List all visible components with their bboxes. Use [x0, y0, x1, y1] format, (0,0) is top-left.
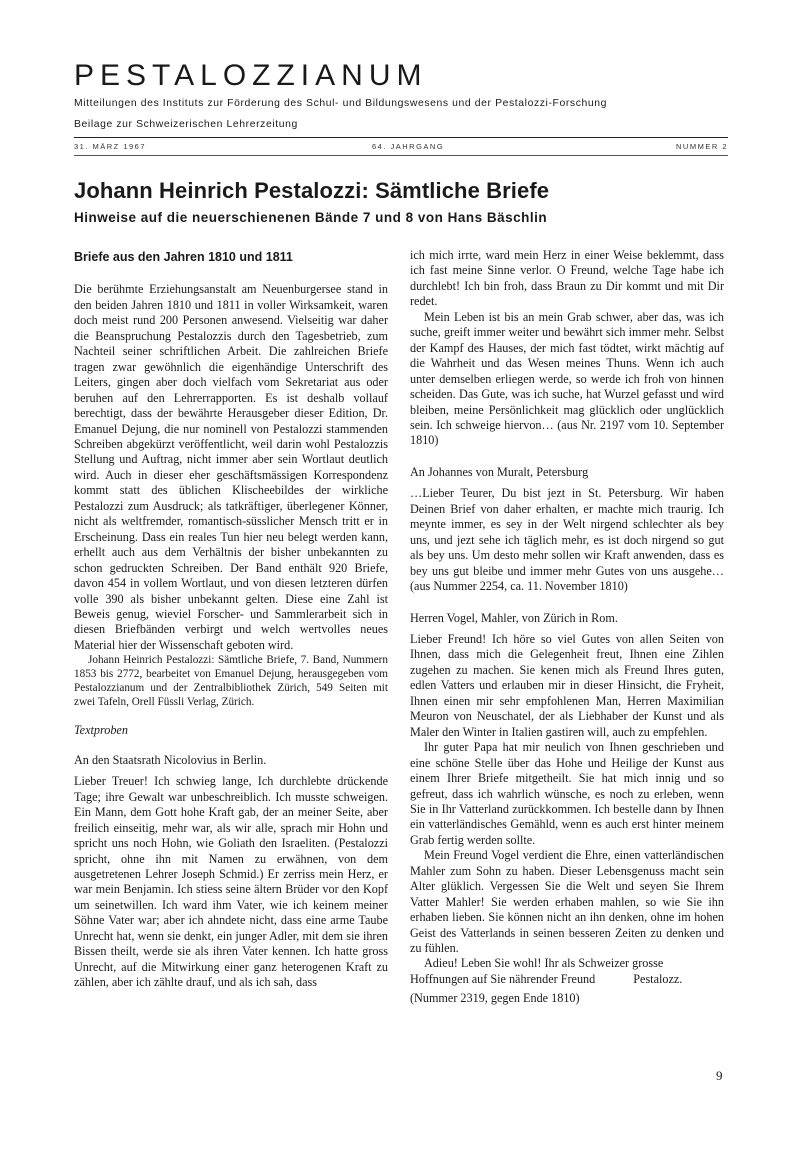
letter3-text: Lieber Freund! Ich höre so viel Gutes von allen Seiten von Ihnen, dass mich die Gelegenheit freut, Ihnen eine Zihlen zugehen zu machen. Sie kenen mich als Freund Ihres guten, edlen Vatters und erlauben mir in dieser Hinsicht, die Fryheit, Ihnen einen mir sehr empfohlenen Man, Herren Maximilian Meuron von Neuschatel, der als Liebhaber der Kunst und als Maler den Winter in Italien gastiren will, auch zu empfehlen. [410, 631, 724, 739]
section-heading: Briefe aus den Jahren 1810 und 1811 [74, 250, 293, 264]
letter3-paragraph-3: Mein Freund Vogel verdient die Ehre, einen vatterländischen Mahler zum Sohn zu haben. Dieser Lebensgenuss macht sein Alter glüklich. Vergessen Sie die Welt und seyen Sie Ihrem Vatter Mahler! Sie werden erhaben mahlen, so wie Sie ihn erhaben lieben. Sie können nicht an ihn denken, ohne im hohen Geist des Vatterlands in seinen besseren Zeiten zu denken und zu fühlen. [410, 848, 724, 956]
column-left [74, 248, 388, 991]
letter1-text: Lieber Treuer! Ich schwieg lange, Ich durchlebte drückende Tage; ihre Gewalt war unbeschreiblich. Ich musste schweigen. Ein Mann, dem Gott hohe Kraft gab, der an meiner Seite, aber freilich einseitig, mehr war, als wir alle, sprach mir Hohn und spricht uns noch Hohn, wie Goliath den Israeliten. (Pestalozzi spricht, ohne ihn mit Namen zu erwähnen, von dem ausgetretenen Lehrer Joseph Schmid.) Er zerriss mein Herz, er war mein Benjamin. Ich stiess seine ältern Brüder vor den Kopf um seinetwillen. Ich ward ihm Vater, wie ich keinem meiner Söhne Vater war; aber ich ahndete nicht, dass eine arme Taube Unrecht hat, wenn sie denkt, ein junger Adler, mit dem sie ihren Bissen theilt, werde sie als ihren Vater kennen. Ich hatte gross Unrecht, auf die Mitwirkung einer ganz heterogenen Kraft zu zählen, aber ich zählte drauf, und als ich sah, dass [74, 774, 388, 990]
samples-heading: Textproben [74, 723, 128, 738]
column-right [410, 248, 724, 1007]
bibliography-note: Johann Heinrich Pestalozzi: Sämtliche Briefe, 7. Band, Nummern 1853 bis 2772, bearbeitet von Emanuel Dejung, herausgegeben vom Pestalozzianum und der Zentralbibliothek Zürich, 549 Seiten mit zwei Tafeln, Orell Füssli Verlag, Zürich. [74, 654, 388, 709]
masthead-supplement: Beilage zur Schweizerischen Lehrerzeitung [74, 119, 298, 130]
masthead-rule-bottom [74, 155, 728, 156]
article-subtitle: Hinweise auf die neuerschienenen Bände 7 und 8 von Hans Bäschlin [74, 210, 548, 225]
issue-date: 31. MÄRZ 1967 [74, 142, 147, 151]
letter2-text: …Lieber Teurer, Du bist jezt in St. Petersburg. Wir haben Deinen Brief von daher erhalten, er machte mich traurig. Ich meynte immer, es sey in der Welt nirgend schlechter als bey uns, und jezt sehe ich täglich mehr, es ist doch nirgend so gut als bey uns. Um desto mehr sollen wir Kraft anwenden, dass es bey uns gut bleibe und immer mehr Gutes von uns ausgehe… (aus Nummer 2254, ca. 11. November 1810) [410, 486, 724, 594]
letter3-closing-text: Adieu! Leben Sie wohl! Ihr als Schweizer grosse Hoffnungen auf Sie nährender Freund [410, 956, 664, 986]
letter3-paragraph-2: Ihr guter Papa hat mir neulich von Ihnen geschrieben und eine schöne Stelle über das Hohe und Heilige der Kunst aus einem Ihrer Briefe mitgetheilt. Sie hat mich innig und so gefreut, dass ich wahrlich wünsche, es noch zu erleben, wenn Sie in Ihr Vatterland zurückkommen. Ich bestelle dann by Ihnen ein vatterländisches Gemähld, wenn es auch erst hinter meinem Grab fertig werden sollte. [410, 740, 724, 847]
issue-volume: 64. JAHRGANG [372, 142, 445, 151]
letter3-addressee: Herren Vogel, Mahler, von Zürich in Rom. [410, 610, 618, 625]
masthead-title: PESTALOZZIANUM [74, 59, 428, 92]
letter1-addressee: An den Staatsrath Nicolovius in Berlin. [74, 752, 267, 767]
article-title: Johann Heinrich Pestalozzi: Sämtliche Briefe [74, 178, 550, 203]
letter1-paragraph-2: Mein Leben ist bis an mein Grab schwer, aber das, was ich suche, greift immer weiter und bewährt sich immer mehr. Selbst der Kampf des Hauses, der mich fast tödtet, wirkt mächtig auf die Wahrheit und das Wesen meines Thuns. Wenn ich auch unter demselben erliegen werde, so werde ich froh von hinnen scheiden. Das Gute, was ich suche, hat Wurzel gefasst und wird bleiben, meine Persönlichkeit mag glücklich oder unglücklich sein. Ich schweige hiervon… (aus Nr. 2197 vom 10. September 1810) [410, 309, 724, 448]
letter1-continuation: ich mich irrte, ward mein Herz in einer Weise beklemmt, dass ich fast meine Sinne verlor. O Freund, welche Tage habe ich durchlebt! Ich bin froh, dass Braun zu Dir kommt und mit Dir redet. [410, 248, 724, 309]
intro-paragraph: Die berühmte Erziehungsanstalt am Neuenburgersee stand in den beiden Jahren 1810 und 1811 in voller Wirksamkeit, waren doch meist rund 200 Personen anwesend. Vielseitig war daher die Beanspruchung Pestalozzis durch den Tagesbetrieb, zum Nachteil seiner schriftlichen Arbeit. Die zahlreichen Briefe tragen zwar gewöhnlich die eigenhändige Unterschrift des Leiters, gingen aber doch vielfach vom Sekretariat aus oder beruhen auf den Lehrerrapporten. Es ist deshalb vollauf berechtigt, dass der bewährte Herausgeber dieser Edition, Dr. Emanuel Dejung, die nur nominell von Pestalozzi stammenden Schreiben abgekürzt veröffentlicht, weil darin wohl Pestalozzis Stellung und Auftrag, nicht immer aber sein Wortlaut deutlich wird. Auch in dieser eher geschäftsmässigen Korrespondenz kommt statt des üblichen Klischeebildes der wirkliche Pestalozzi zum Ausdruck; als tatkräftiger, überlegener Könner, nicht als weltfremder, romantisch-süsslicher Mensch tritt er in Erscheinung. Dass ein reales Tun hier neu belegt werden kann, erhellt auch aus dem Verhältnis der bisher unbekannten zu schon gedruckten Schreiben. Der Band enthält 920 Briefe, davon 454 in vollem Wortlaut, und von diesen letzteren dürfen volle 390 als bisher unbekannt gelten. Diese eine Zahl ist Beweis genug, wieviel Forscher- und Sammlerarbeit sich in diesen Briefbänden verbirgt und welch wertvolles neues Material hier der Wissenschaft geboten wird. [74, 282, 388, 652]
masthead-rule-top [74, 137, 728, 138]
issue-number: NUMMER 2 [676, 142, 729, 151]
letter3-signature: Pestalozz. [633, 971, 683, 986]
letter2-addressee: An Johannes von Muralt, Petersburg [410, 464, 589, 479]
masthead-subtitle: Mitteilungen des Instituts zur Förderung des Schul- und Bildungswesens und der Pestalozzi-Forschung [74, 98, 608, 109]
letter3-closing [410, 956, 724, 987]
letter3-source: (Nummer 2319, gegen Ende 1810) [410, 991, 580, 1006]
page-number: 9 [716, 1068, 723, 1083]
masthead [74, 60, 728, 130]
